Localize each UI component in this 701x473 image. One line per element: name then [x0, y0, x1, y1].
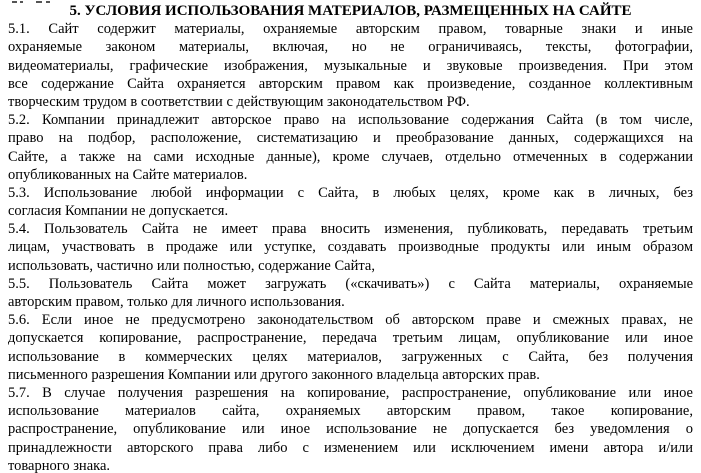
section-title: 5. УСЛОВИЯ ИСПОЛЬЗОВАНИЯ МАТЕРИАЛОВ, РАЗМЕЩЕННЫХ НА САЙТЕ — [69, 3, 632, 19]
paragraph-5.5 — [8, 275, 693, 311]
paragraph-5.6 — [8, 311, 693, 384]
paragraph-line: товарного знака. — [8, 457, 111, 473]
paragraph-line: охраняемые законом материалы, включая, но не ограничиваясь, тексты, фотографии, — [8, 39, 693, 56]
paragraph-line: использование в коммерческих целях материалов, загруженных с Сайта, без получения — [8, 348, 693, 365]
paragraph-line: авторским правом, только для личного использования. — [8, 294, 345, 311]
paragraph-line: использование материалов сайта, охраняемых авторским правом, такое копирование, — [8, 403, 693, 420]
paragraph-line: использовать, частично или полностью, содержание Сайта, — [8, 257, 375, 274]
paragraph-line: 5.1. Сайт содержит материалы, охраняемые авторским правом, товарные знаки и иные — [8, 21, 693, 38]
paragraph-5.7 — [8, 384, 693, 473]
paragraph-line: опубликованных на Сайте материалов. — [8, 166, 248, 183]
paragraph-line: 5.3. Использование любой информации с Сайта, в любых целях, кроме как в личных, без — [8, 184, 693, 201]
paragraph-line: допускается копирование, распространение, передача третьим лицам, опубликование или иное — [8, 330, 693, 347]
paragraph-line: письменного разрешения Компании или другого законного владельца авторских прав. — [8, 366, 540, 383]
paragraph-line: 5.7. В случае получения разрешения на копирование, распространение, опубликование или иное — [8, 384, 693, 401]
paragraph-line: видеоматериалы, графические изображения, музыкальные и звуковые произведения. При этом — [8, 57, 693, 74]
paragraph-line: 5.5. Пользователь Сайта может загружать («скачивать») с Сайта материалы, охраняемые — [8, 275, 693, 292]
paragraph-5.1 — [8, 20, 693, 111]
paragraph-5.4 — [8, 220, 693, 275]
paragraph-line: право на подбор, расположение, систематизацию и преобразование данных, содержащихся на — [8, 130, 693, 147]
paragraph-line: согласия Компании не допускается. — [8, 203, 229, 220]
paragraph-line: 5.6. Если иное не предусмотрено законодательством об авторском праве и смежных правах, не — [8, 312, 693, 329]
paragraph-line: Сайте, а также на сами исходные данные), кроме случаев, отдельно отмеченных в содержании — [8, 148, 693, 165]
paragraph-line: творческим трудом в соответствии с действующим законодательством РФ. — [8, 93, 470, 110]
paragraph-line: 5.2. Компании принадлежит авторское право на использование содержания Сайта (в том числе, — [8, 112, 693, 129]
paragraph-line: все содержание Сайта охраняется авторским правом как произведение, созданное коллективным — [8, 75, 693, 92]
paragraph-line: распространение, опубликование или иное использование не допускается без уведомления о — [8, 421, 693, 438]
paragraph-5.2 — [8, 111, 693, 184]
paragraph-line: 5.4. Пользователь Сайта не имеет права вносить изменения, публиковать, передавать третьим — [8, 221, 693, 238]
paragraph-line: принадлежности авторского права либо с изменением или исключением имени автора и/или — [8, 439, 693, 456]
paragraph-line: лицам, участвовать в продаже или уступке, создавать производные продукты или иным образом — [8, 239, 693, 256]
paragraph-5.3 — [8, 184, 693, 220]
document-body — [8, 20, 693, 473]
